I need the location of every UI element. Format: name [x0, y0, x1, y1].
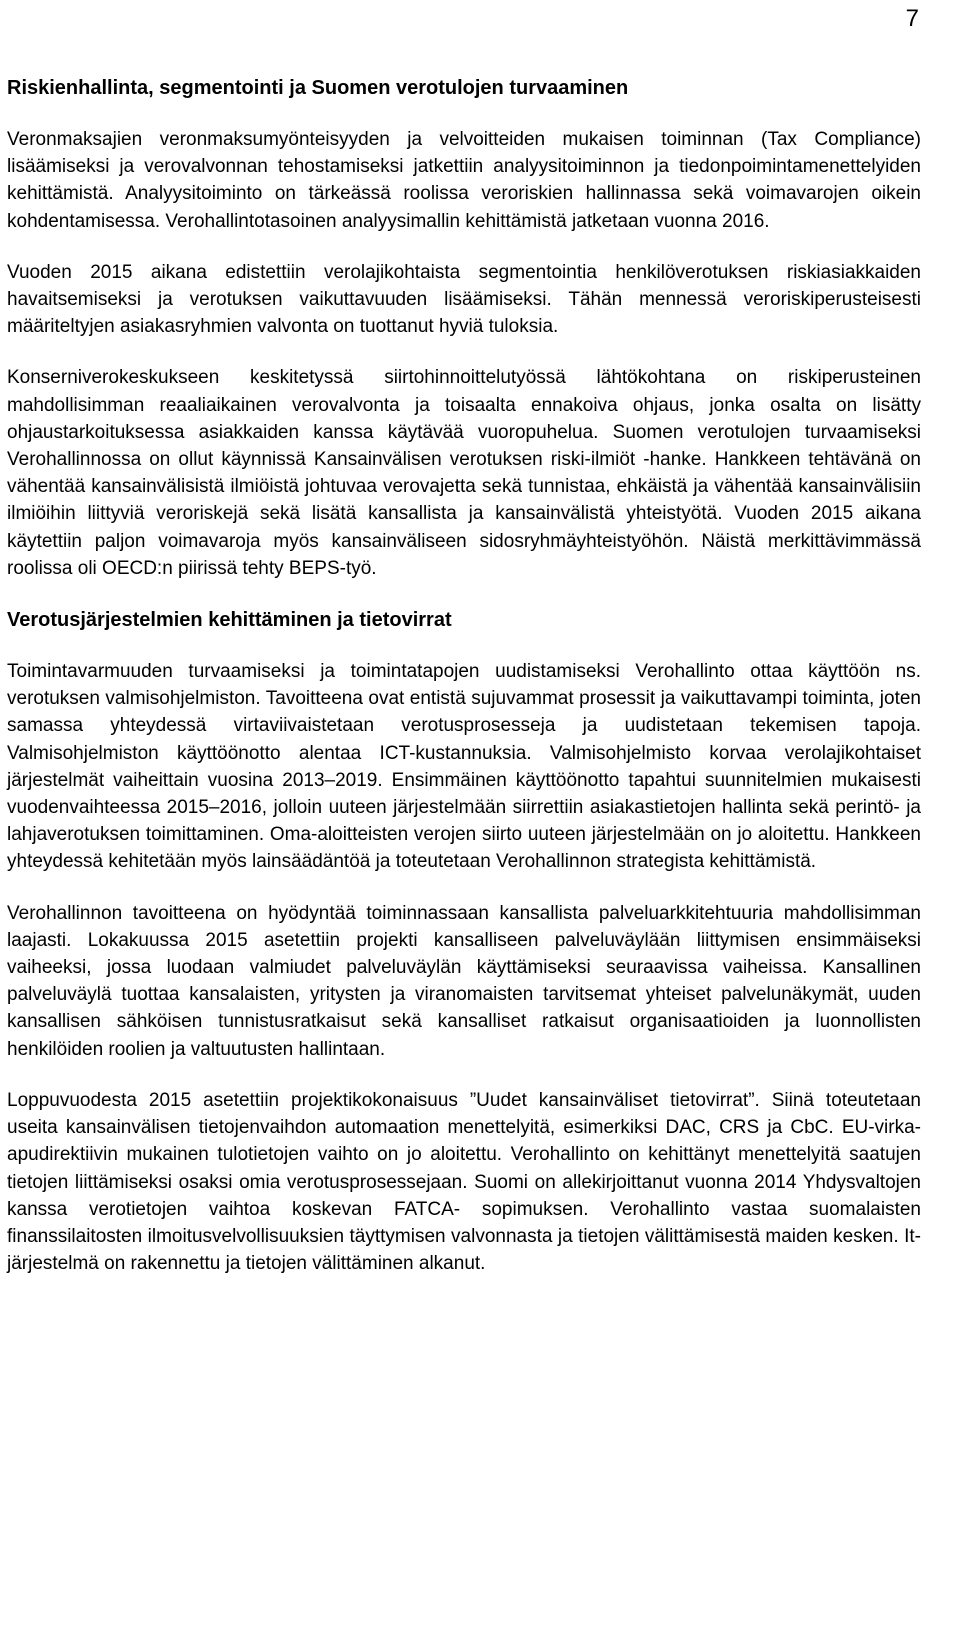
- paragraph: Konserniverokeskukseen keskitetyssä siirtohinnoittelutyössä lähtökohtana on riskiperusteinen mahdollisimman reaaliaikainen verovalvonta ja toisaalta ennakoiva ohjaus, jonka osalta on lisätty ohjaustarkoituksessa asiakkaiden kanssa käytävää vuoropuhelua. Suomen verotulojen turvaamiseksi Verohallinnossa on ollut käynnissä Kansainvälisen verotuksen riski-ilmiöt -hanke. Hankkeen tehtävänä on vähentää kansainvälisistä ilmiöistä johtuvaa verovajetta sekä tunnistaa, ehkäistä ja vähentää kansainvälisiin ilmiöihin liittyviä veroriskejä sekä lisätä kansallista ja kansainvälistä yhteistyötä. Vuoden 2015 aikana käytettiin paljon voimavaroja myös kansainväliseen sidosryhmäyhteistyöhön. Näistä merkittävimmässä roolissa oli OECD:n piirissä tehty BEPS-työ.: [7, 367, 921, 579]
- paragraph: Veronmaksajien veronmaksumyönteisyyden ja velvoitteiden mukaisen toiminnan (Tax Compliance) lisäämiseksi ja verovalvonnan tehostamiseksi jatkettiin analyysitoiminnon ja tiedonpoimintamenettelyiden kehittämistä. Analyysitoiminto on tärkeässä roolissa veroriskien hallinnassa sekä voimavarojen oikein kohdentamisessa. Verohallintotasoinen analyysimallin kehittämistä jatketaan vuonna 2016.: [7, 129, 921, 232]
- paragraph: Loppuvuodesta 2015 asetettiin projektikokonaisuus ”Uudet kansainväliset tietovirrat”. Siinä toteutetaan useita kansainvälisen tietojenvaihdon automaation menettelyitä, esimerkiksi DAC, CRS ja CbC. EU-virka-apudirektiivin mukainen tulotietojen vaihto on jo aloitettu. Verohallinto on kehittänyt menettelyitä saatujen tietojen liittämiseksi osaksi omia verotusprosessejaan. Suomi on allekirjoittanut vuonna 2014 Yhdysvaltojen kanssa verotietojen vaihtoa koskevan FATCA- sopimuksen. Verohallinto vastaa suomalaisten finanssilaitosten ilmoitusvelvollisuuksien täyttymisen valvonnasta ja tietojen välittämisestä maiden kesken. It-järjestelmä on rakennettu ja tietojen välittäminen alkanut.: [7, 1089, 921, 1275]
- page-number: 7: [905, 5, 919, 32]
- paragraph: Vuoden 2015 aikana edistettiin verolajikohtaista segmentointia henkilöverotuksen riskiasiakkaiden havaitsemiseksi ja verotuksen vaikuttavuuden lisäämiseksi. Tähän mennessä veroriskiperusteisesti määriteltyjen asiakasryhmien valvonta on tuottanut hyviä tuloksia.: [7, 261, 921, 338]
- section-heading: Verotusjärjestelmien kehittäminen ja tietovirrat: [7, 609, 452, 632]
- paragraph: Toimintavarmuuden turvaamiseksi ja toimintatapojen uudistamiseksi Verohallinto ottaa käyttöön ns. verotuksen valmisohjelmiston. Tavoitteena ovat entistä sujuvammat prosessit ja vaikuttavampi toiminta, joten samassa yhteydessä virtaviivaistetaan verotusprosesseja ja uudistetaan tekemisen tapoja. Valmisohjelmiston käyttöönotto alentaa ICT-kustannuksia. Valmisohjelmisto korvaa verolajikohtaiset järjestelmät vaiheittain vuosina 2013–2019. Ensimmäinen käyttöönotto tapahtui suunnitelmien mukaisesti vuodenvaihteessa 2015–2016, jolloin uuteen järjestelmään siirrettiin asiakastietojen hallinta sekä perintö- ja lahjaverotuksen toimittaminen. Oma-aloitteisten verojen siirto uuteen järjestelmään on jo aloitettu. Hankkeen yhteydessä kehitetään myös lainsäädäntöä ja toteutetaan Verohallinnon strategista kehittämistä.: [7, 661, 921, 873]
- section-tax-systems: [7, 606, 921, 1277]
- document-body: [7, 74, 921, 1301]
- section-risk-management: [7, 74, 921, 582]
- paragraph: Verohallinnon tavoitteena on hyödyntää toiminnassaan kansallista palveluarkkitehtuuria mahdollisimman laajasti. Lokakuussa 2015 asetettiin projekti kansalliseen palveluväylään liittymisen ensimmäiseksi vaiheeksi, jossa luodaan valmiudet palveluväylän käyttämiseksi seuraavissa vaiheissa. Kansallinen palveluväylä tuottaa kansalaisten, yritysten ja viranomaisten tarvitsemat yhteiset palvelunäkymät, uuden kansallisen sähköisen tunnistusratkaisut sekä kansalliset ratkaisut organisaatioiden ja luonnollisten henkilöiden roolien ja valtuutusten hallintaan.: [7, 902, 921, 1060]
- section-heading: Riskienhallinta, segmentointi ja Suomen verotulojen turvaaminen: [7, 77, 629, 99]
